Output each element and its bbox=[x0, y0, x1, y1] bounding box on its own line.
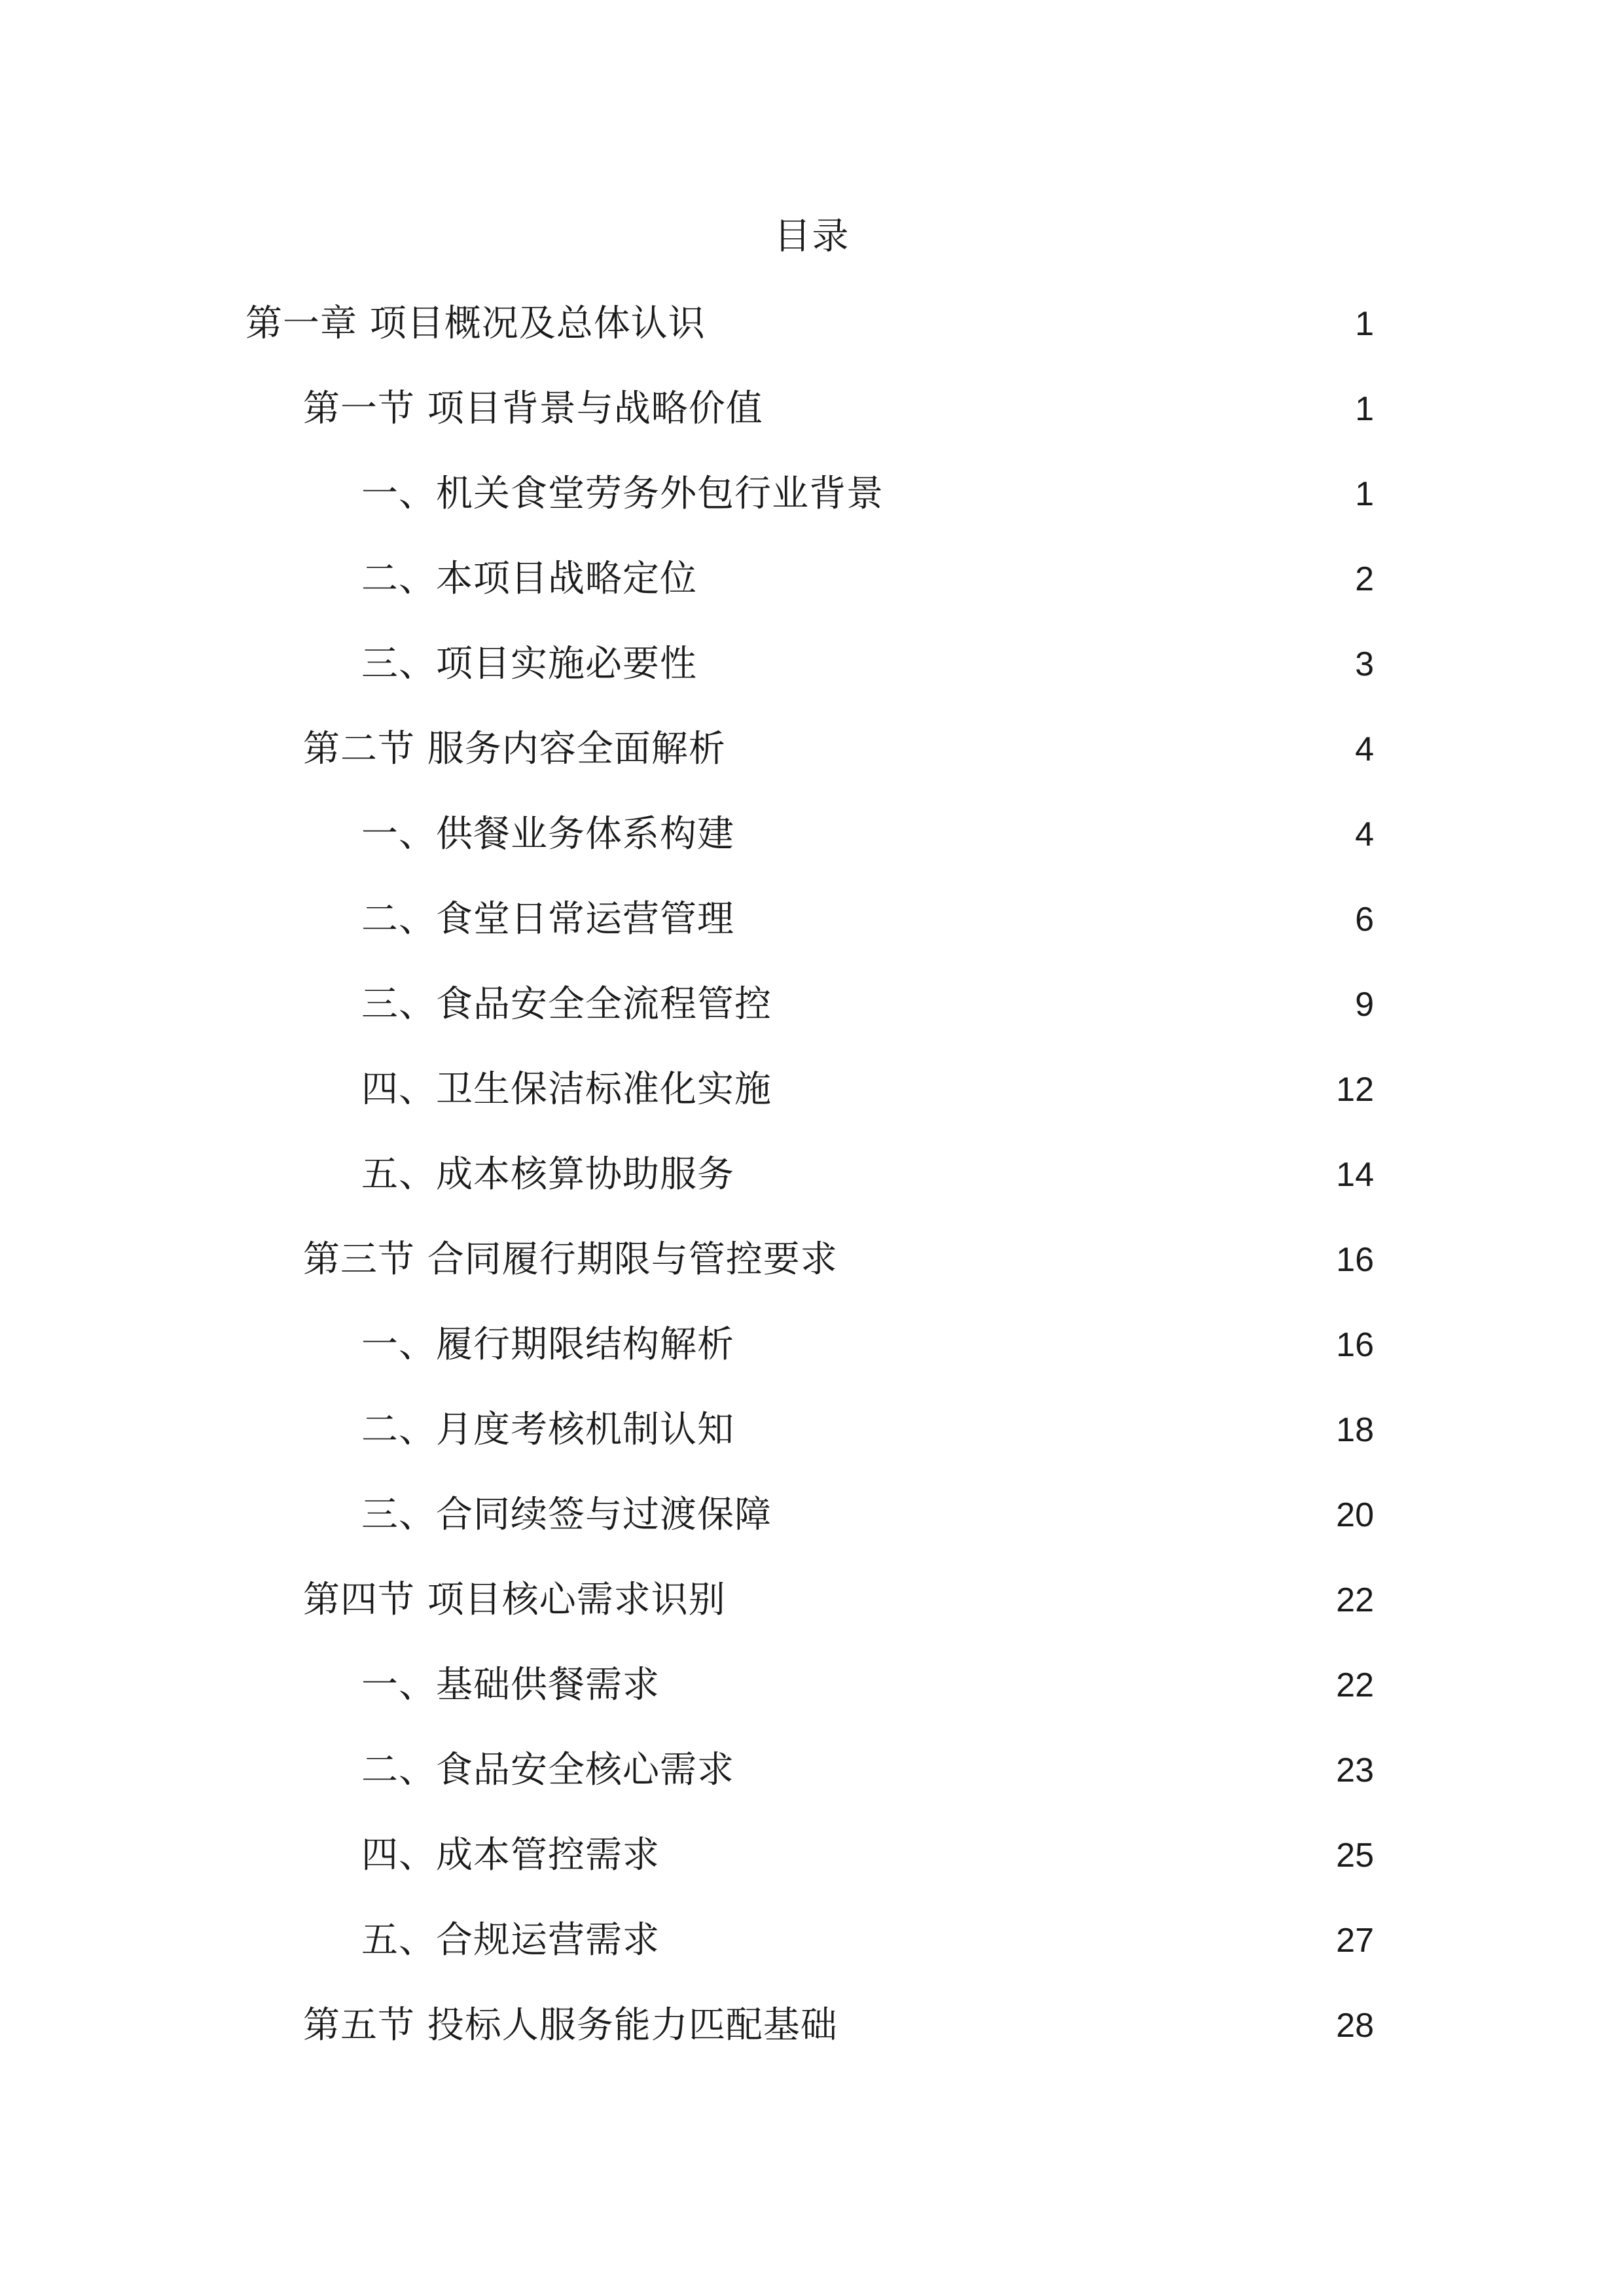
toc-entry-label: 二、本项目战略定位 bbox=[361, 558, 697, 600]
toc-entry-page: 2 bbox=[1355, 560, 1374, 598]
toc-entry-item[interactable] bbox=[0, 978, 1624, 1064]
toc-entry-label: 一、基础供餐需求 bbox=[361, 1664, 660, 1706]
toc-entry-label: 一、机关食堂劳务外包行业背景 bbox=[361, 473, 884, 515]
toc-entry-item[interactable] bbox=[0, 1489, 1624, 1574]
toc-entry-label: 第五节 投标人服务能力匹配基础 bbox=[303, 2004, 838, 2047]
toc-list bbox=[0, 298, 1624, 2085]
toc-entry-page: 25 bbox=[1336, 1837, 1374, 1874]
toc-entry-page: 9 bbox=[1355, 986, 1374, 1024]
toc-entry-item[interactable] bbox=[0, 1659, 1624, 1744]
toc-entry-page: 20 bbox=[1336, 1496, 1374, 1534]
toc-entry-item[interactable] bbox=[0, 1319, 1624, 1404]
toc-entry-label: 三、项目实施必要性 bbox=[361, 643, 697, 685]
toc-entry-page: 27 bbox=[1336, 1922, 1374, 1960]
toc-entry-page: 1 bbox=[1355, 475, 1374, 513]
toc-entry-label: 五、合规运营需求 bbox=[361, 1919, 660, 1962]
toc-entry-label: 二、月度考核机制认知 bbox=[361, 1408, 734, 1451]
toc-entry-label: 三、合同续签与过渡保障 bbox=[361, 1494, 772, 1536]
toc-entry-page: 22 bbox=[1336, 1666, 1374, 1704]
toc-entry-section[interactable] bbox=[0, 1234, 1624, 1319]
toc-entry-item[interactable] bbox=[0, 1829, 1624, 1914]
toc-entry-page: 1 bbox=[1355, 305, 1374, 343]
toc-entry-label: 二、食堂日常运营管理 bbox=[361, 898, 734, 941]
toc-entry-item[interactable] bbox=[0, 553, 1624, 638]
toc-entry-section[interactable] bbox=[0, 1574, 1624, 1659]
toc-entry-item[interactable] bbox=[0, 893, 1624, 978]
toc-entry-label: 一、履行期限结构解析 bbox=[361, 1323, 734, 1366]
toc-entry-page: 14 bbox=[1336, 1156, 1374, 1194]
toc-entry-item[interactable] bbox=[0, 1149, 1624, 1234]
toc-entry-item[interactable] bbox=[0, 468, 1624, 553]
toc-entry-section[interactable] bbox=[0, 723, 1624, 808]
toc-entry-label: 第三节 合同履行期限与管控要求 bbox=[303, 1238, 838, 1281]
toc-entry-item[interactable] bbox=[0, 1404, 1624, 1489]
toc-entry-label: 三、食品安全全流程管控 bbox=[361, 983, 772, 1026]
toc-entry-label: 四、成本管控需求 bbox=[361, 1834, 660, 1876]
toc-entry-item[interactable] bbox=[0, 638, 1624, 723]
toc-entry-page: 12 bbox=[1336, 1071, 1374, 1109]
toc-entry-page: 23 bbox=[1336, 1751, 1374, 1789]
toc-entry-page: 18 bbox=[1336, 1411, 1374, 1449]
toc-entry-page: 3 bbox=[1355, 645, 1374, 683]
toc-entry-page: 4 bbox=[1355, 730, 1374, 768]
toc-entry-page: 6 bbox=[1355, 901, 1374, 939]
toc-entry-label: 二、食品安全核心需求 bbox=[361, 1749, 734, 1791]
toc-entry-label: 第二节 服务内容全面解析 bbox=[303, 728, 726, 770]
toc-entry-section[interactable] bbox=[0, 383, 1624, 468]
toc-entry-label: 五、成本核算协助服务 bbox=[361, 1153, 734, 1196]
toc-entry-label: 第一节 项目背景与战略价值 bbox=[303, 387, 763, 430]
toc-entry-section[interactable] bbox=[0, 2000, 1624, 2085]
toc-entry-label: 一、供餐业务体系构建 bbox=[361, 813, 734, 855]
toc-entry-label: 四、卫生保洁标准化实施 bbox=[361, 1068, 772, 1111]
toc-entry-chapter[interactable] bbox=[0, 298, 1624, 383]
toc-entry-page: 16 bbox=[1336, 1326, 1374, 1364]
toc-entry-item[interactable] bbox=[0, 808, 1624, 893]
toc-entry-page: 1 bbox=[1355, 390, 1374, 428]
toc-entry-item[interactable] bbox=[0, 1064, 1624, 1149]
toc-entry-page: 28 bbox=[1336, 2007, 1374, 2045]
toc-entry-label: 第四节 项目核心需求识别 bbox=[303, 1579, 726, 1621]
toc-entry-item[interactable] bbox=[0, 1914, 1624, 2000]
toc-entry-page: 16 bbox=[1336, 1241, 1374, 1279]
toc-entry-item[interactable] bbox=[0, 1744, 1624, 1829]
toc-title: 目录 bbox=[774, 215, 850, 258]
toc-entry-page: 22 bbox=[1336, 1581, 1374, 1619]
toc-entry-label: 第一章 项目概况及总体认识 bbox=[245, 302, 706, 345]
toc-entry-page: 4 bbox=[1355, 816, 1374, 853]
